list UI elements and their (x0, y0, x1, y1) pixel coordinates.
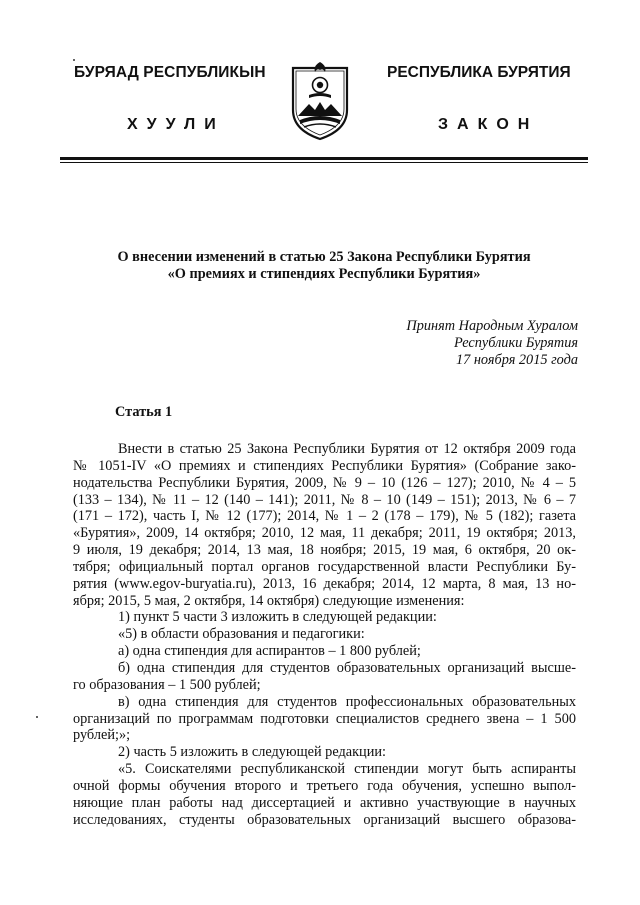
law-title (60, 249, 588, 283)
text-line: го образования – 1 500 рублей; (73, 676, 261, 693)
header-left-subtitle: ХУУЛИ (127, 116, 225, 133)
law-title-line: О внесении изменений в статью 25 Закона Республики Бурятия (117, 249, 531, 265)
text-line: а) одна стипендия для аспирантов – 1 800 рублей; (118, 643, 421, 660)
header-right-subtitle: ЗАКОН (438, 116, 539, 133)
text-line: в) одна стипендия для студентов профессиональных образовательных (118, 693, 576, 710)
header-left-title: БУРЯАД РЕСПУБЛИКЫН (74, 64, 266, 81)
header-rule-thin (60, 162, 588, 163)
adoption-note (278, 318, 578, 369)
text-line: 2) часть 5 изложить в следующей редакции: (118, 744, 386, 761)
scan-speck (36, 716, 38, 718)
text-line: (171 – 172), часть I, № 12 (177); 2014, № 1 – 2 (178 – 179), № 5 (182); газета (73, 508, 576, 525)
article-heading: Статья 1 (115, 404, 173, 420)
text-line: Внести в статью 25 Закона Республики Бурятия от 12 октября 2009 года (118, 441, 576, 457)
text-line: тября; официальный портал органов государственной власти Республики Бу- (73, 558, 576, 575)
scan-speck (73, 59, 75, 61)
text-line: няющие план работы над диссертацией и активно участвующие в научных (73, 794, 576, 811)
adoption-line: Республики Бурятия (454, 335, 578, 351)
text-line: очной формы обучения второго и третьего года обучения, успешно выпол- (73, 777, 576, 794)
text-line: исследованиях, студенты образовательных организаций высшего образова- (73, 811, 576, 828)
text-line: рятия (www.egov-buryatia.ru), 2013, 16 декабря; 2014, 12 марта, 8 мая, 13 но- (73, 575, 576, 592)
coat-of-arms-icon (289, 58, 351, 142)
text-line: организаций по программам подготовки специалистов среднего звена – 1 500 (73, 710, 576, 727)
article-body (73, 441, 576, 828)
text-line: 9 июля, 19 декабря; 2014, 13 мая, 18 ноября; 2015, 19 мая, 6 октября, 20 ок- (73, 542, 576, 559)
adoption-date: 17 ноября 2015 года (455, 352, 578, 368)
adoption-line: Принят Народным Хуралом (406, 318, 578, 334)
text-line: № 1051-IV «О премиях и стипендиях Республики Бурятия» (Собрание зако- (73, 457, 576, 474)
text-line: «Бурятия», 2009, 14 октября; 2010, 12 мая, 11 декабря; 2011, 19 октября; 2013, (73, 525, 576, 542)
text-line: рублей;»; (73, 727, 131, 744)
text-line: 1) пункт 5 части 3 изложить в следующей редакции: (118, 609, 437, 626)
header-right-title: РЕСПУБЛИКА БУРЯТИЯ (387, 64, 571, 81)
text-line: (133 – 134), № 11 – 12 (140 – 141); 2011, № 8 – 10 (149 – 151); 2013, № 6 – 7 (73, 491, 576, 508)
header-rule-thick (60, 157, 588, 160)
law-title-line: «О премиях и стипендиях Республики Бурятия» (167, 266, 481, 282)
text-line: «5) в области образования и педагогики: (118, 626, 365, 643)
text-line: «5. Соискателями республиканской стипендии могут быть аспиранты (118, 761, 576, 778)
text-line: ября; 2015, 5 мая, 2 октября, 14 октября) следующие изменения: (73, 592, 465, 609)
text-line: б) одна стипендия для студентов образовательных организаций высше- (118, 659, 576, 676)
text-line: нодательства Республики Бурятия, 2009, № 9 – 10 (126 – 127); 2010, № 4 – 5 (73, 474, 576, 491)
